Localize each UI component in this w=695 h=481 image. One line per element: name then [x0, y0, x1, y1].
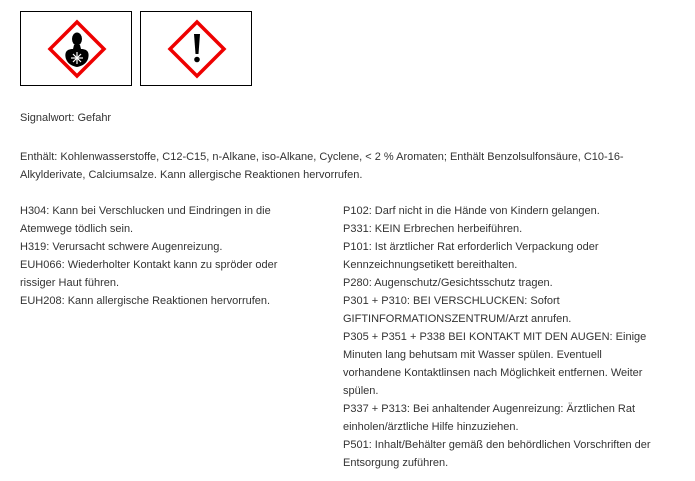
hazard-statement: EUH066: Wiederholter Kontakt kann zu spröder oder rissiger Haut führen.	[20, 259, 278, 289]
health-hazard-icon	[47, 19, 107, 79]
precautionary-statement: P301 + P310: BEI VERSCHLUCKEN: Sofort GIFTINFORMATIONSZENTRUM/Arzt anrufen.	[343, 295, 572, 325]
pictogram-health-hazard	[20, 11, 132, 86]
hazard-statement: H304: Kann bei Verschlucken und Eindringen in die Atemwege tödlich sein.	[20, 205, 271, 235]
hazard-statement: EUH208: Kann allergische Reaktionen hervorrufen.	[20, 295, 271, 307]
precautionary-statement: P101: Ist ärztlicher Rat erforderlich Verpackung oder Kennzeichnungsetikett bereithalten.	[343, 241, 599, 271]
hazard-statements	[20, 202, 305, 310]
precautionary-statement: P102: Darf nicht in die Hände von Kindern gelangen.	[343, 205, 600, 217]
precautionary-statement: P337 + P313: Bei anhaltender Augenreizung: Ärztlichen Rat einholen/ärztliche Hilfe hinzuziehen.	[343, 403, 636, 433]
hazard-statement: H319: Verursacht schwere Augenreizung.	[20, 241, 223, 253]
precautionary-statement: P305 + P351 + P338 BEI KONTAKT MIT DEN AUGEN: Einige Minuten lang behutsam mit Wasser spülen. Eventuell vorhandene Kontaktlinsen nach Möglichkeit entfernen. Weiter spülen.	[343, 331, 647, 397]
precautionary-statements	[343, 202, 661, 472]
exclamation-mark-icon	[167, 19, 227, 79]
precautionary-statement: P331: KEIN Erbrechen herbeiführen.	[343, 223, 523, 235]
precautionary-statement: P501: Inhalt/Behälter gemäß den behördlichen Vorschriften der Entsorgung zuführen.	[343, 439, 651, 469]
pictogram-exclamation	[140, 11, 252, 86]
contains-text: Enthält: Kohlenwasserstoffe, C12-C15, n-Alkane, iso-Alkane, Cyclene, < 2 % Aromaten; Enthält Benzolsulfonsäure, C10-16-Alkylderivate, Calciumsalze. Kann allergische Reaktionen hervorrufen.	[20, 151, 624, 181]
signal-word: Signalwort: Gefahr	[20, 112, 112, 124]
precautionary-statement: P280: Augenschutz/Gesichtsschutz tragen.	[343, 277, 553, 289]
